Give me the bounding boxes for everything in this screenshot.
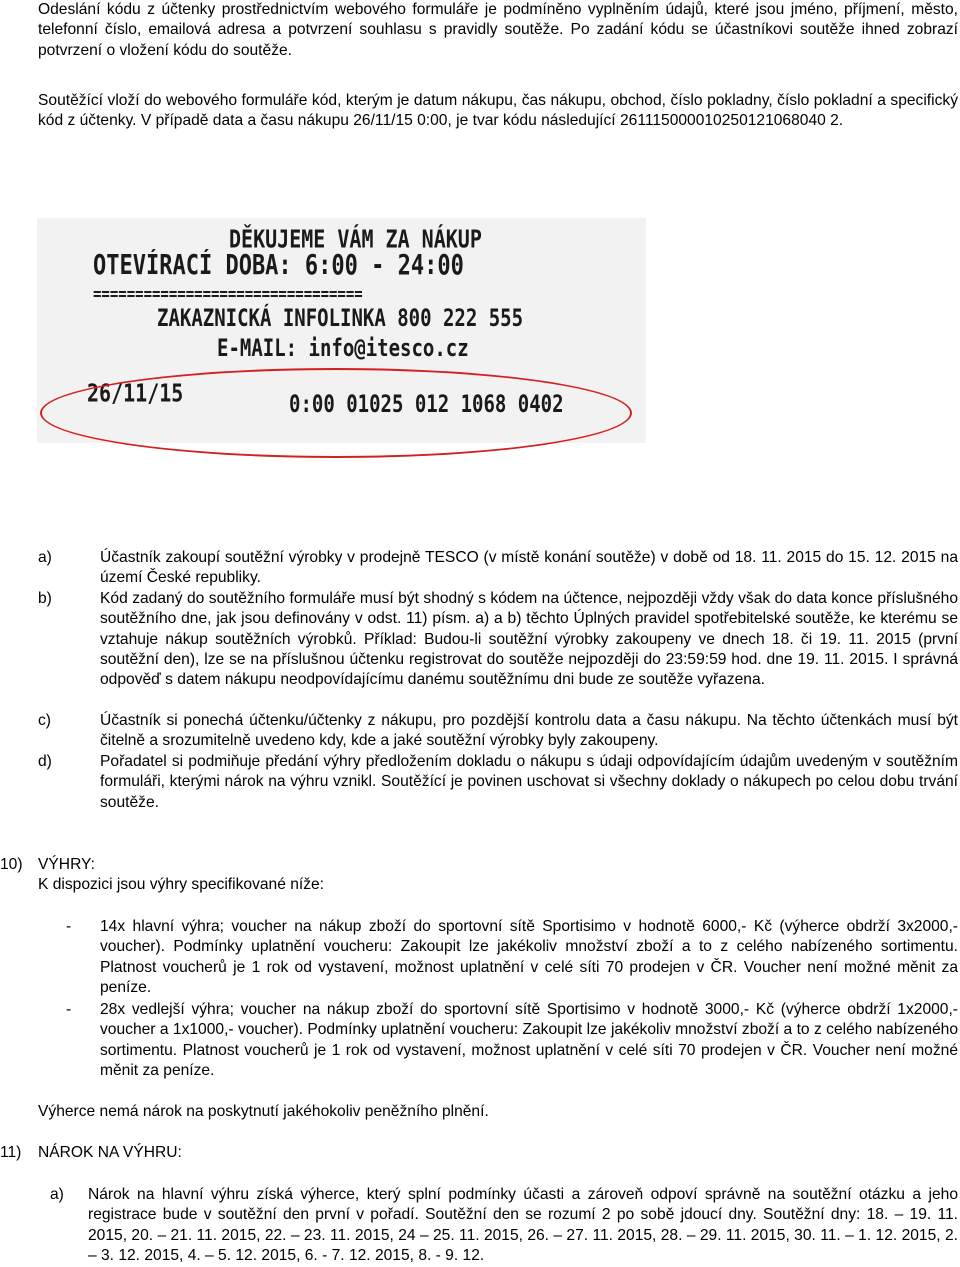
receipt-line-infoline: ZAKAZNICKÁ INFOLINKA 800 222 555 (157, 304, 524, 333)
section-10-title: VÝHRY: (38, 856, 95, 873)
section-10-number: 10) (0, 856, 23, 873)
rule-text: Pořadatel si podmiňuje předání výhry předložením dokladu o nákupu s údaji odpovídajícím údajům uvedeným v soutěžním formuláři, kterými nárok na výhru vznikl. Soutěžící je povinen uschovat si všechny doklady o nákupech po celou dobu trvání soutěže. (100, 753, 958, 811)
receipt-code: 0:00 01025 012 1068 0402 (289, 390, 564, 419)
claim-marker: a) (50, 1186, 64, 1203)
prize-text: 14x hlavní výhra; voucher na nákup zboží do sportovní sítě Sportisimo v hodnotě 6000,- Kč (výherce obdrží 3x2000,- voucher). Podmínky uplatnění voucheru: Zakoupit lze jakékoliv množství zboží a to z celého nabízeného sortimentu. Platnost voucherů je 1 rok od vystavení, možnost uplatnění v celé síti 70 prodejen v ČR. Voucher není možné měnit za peníze. (100, 918, 958, 996)
receipt-line-separator: ================================ (93, 284, 363, 305)
section-11-title: NÁROK NA VÝHRU: (38, 1144, 182, 1161)
rule-text: Účastník zakoupí soutěžní výrobky v prodejně TESCO (v místě konání soutěže) v době od 18. 11. 2015 do 15. 12. 2015 na území České republiky. (100, 549, 958, 587)
intro-paragraph-form: Odeslání kódu z účtenky prostřednictvím webového formuláře je podmíněno vyplněním údajů, které jsou jméno, příjmení, město, telefonní číslo, emailová adresa a potvrzení souhlasu s pravidly soutěže. Po zadání kódu se účastníkovi soutěže ihned zobrazí potvrzení o vložení kódu do soutěže. (38, 1, 958, 59)
section-10-intro: K dispozici jsou výhry specifikované níže: (38, 876, 325, 893)
rule-marker: c) (38, 712, 51, 729)
receipt-line-email: E-MAIL: info@itesco.cz (217, 334, 469, 363)
rule-marker: a) (38, 549, 52, 566)
receipt-date: 26/11/15 (87, 377, 184, 408)
rule-text: Účastník si ponechá účtenku/účtenky z nákupu, pro pozdější kontrolu data a času nákupu. Na těchto účtenkách musí být čitelně a srozumitelně uvedeno kdy, kde a jaké soutěžní výrobky byly zakoupeny. (100, 712, 958, 750)
section-11-number: 11) (0, 1144, 22, 1161)
prize-bullet: - (66, 1001, 72, 1018)
claim-text: Nárok na hlavní výhru získá výherce, který splní podmínky účasti a zároveň odpoví správně na soutěžní otázku a jeho registrace bude v soutěžní den první v pořadí. Soutěžní den se rozumí 2 po sobě jdoucí dny. Soutěžní dny: 18. – 19. 11. 2015, 20. – 21. 11. 2015, 22. – 23. 11. 2015, 24 – 25. 11. 2015, 26. – 27. 11. 2015, 28. – 29. 11. 2015, 30. 11. – 1. 12. 2015, 2. – 3. 12. 2015, 4. – 5. 12. 2015, 6. - 7. 12. 2015, 8. - 9. 12. (88, 1186, 958, 1264)
receipt-line-thanks: DĚKUJEME VÁM ZA NÁKUP (229, 223, 482, 254)
rule-marker: d) (38, 753, 52, 770)
prize-bullet: - (66, 918, 72, 935)
rule-marker: b) (38, 590, 52, 607)
rule-text: Kód zadaný do soutěžního formuláře musí být shodný s kódem na účtence, nejpozději vždy však do data konce příslušného soutěžního dne, jak jsou definovány v odst. 11) písm. a) a b) těchto Úplných pravidel spotřebitelské soutěže, ke kterému se vztahuje nákup soutěžních výrobků. Příklad: Budou-li soutěžní výrobky zakoupeny ve dnech 18. či 19. 11. 2015 (první soutěžní den), lze se na příslušnou účtenku registrovat do soutěže nejpozději do 23:59:59 hod. dne 19. 11. 2015. I správná odpověď s datem nákupu neodpovídajícímu danému soutěžnímu dni bude ze soutěže vyřazena. (100, 590, 958, 689)
receipt-line-hours: OTEVÍRACÍ DOBA: 6:00 - 24:00 (93, 250, 464, 282)
intro-paragraph-code: Soutěžící vloží do webového formuláře kód, kterým je datum nákupu, čas nákupu, obchod, číslo pokladny, číslo pokladní a specifický kód z účtenky. V případě data a času nákupu 26/11/15 0:00, je tvar kódu následující 261115000010250121068040 2. (38, 92, 958, 130)
section-10-note: Výherce nemá nárok na poskytnutí jakéhokoliv peněžního plnění. (38, 1103, 489, 1120)
highlight-ellipse (40, 368, 632, 458)
prize-text: 28x vedlejší výhra; voucher na nákup zboží do sportovní sítě Sportisimo v hodnotě 3000,- Kč (výherce obdrží 1x2000,- voucher a 1x1000,- voucher). Podmínky uplatnění voucheru: Zakoupit lze jakékoliv množství zboží a to z celého nabízeného sortimentu. Platnost voucherů je 1 rok od vystavení, možnost uplatnění v celé síti 70 prodejen v ČR. Voucher není možné měnit za peníze. (100, 1001, 958, 1079)
